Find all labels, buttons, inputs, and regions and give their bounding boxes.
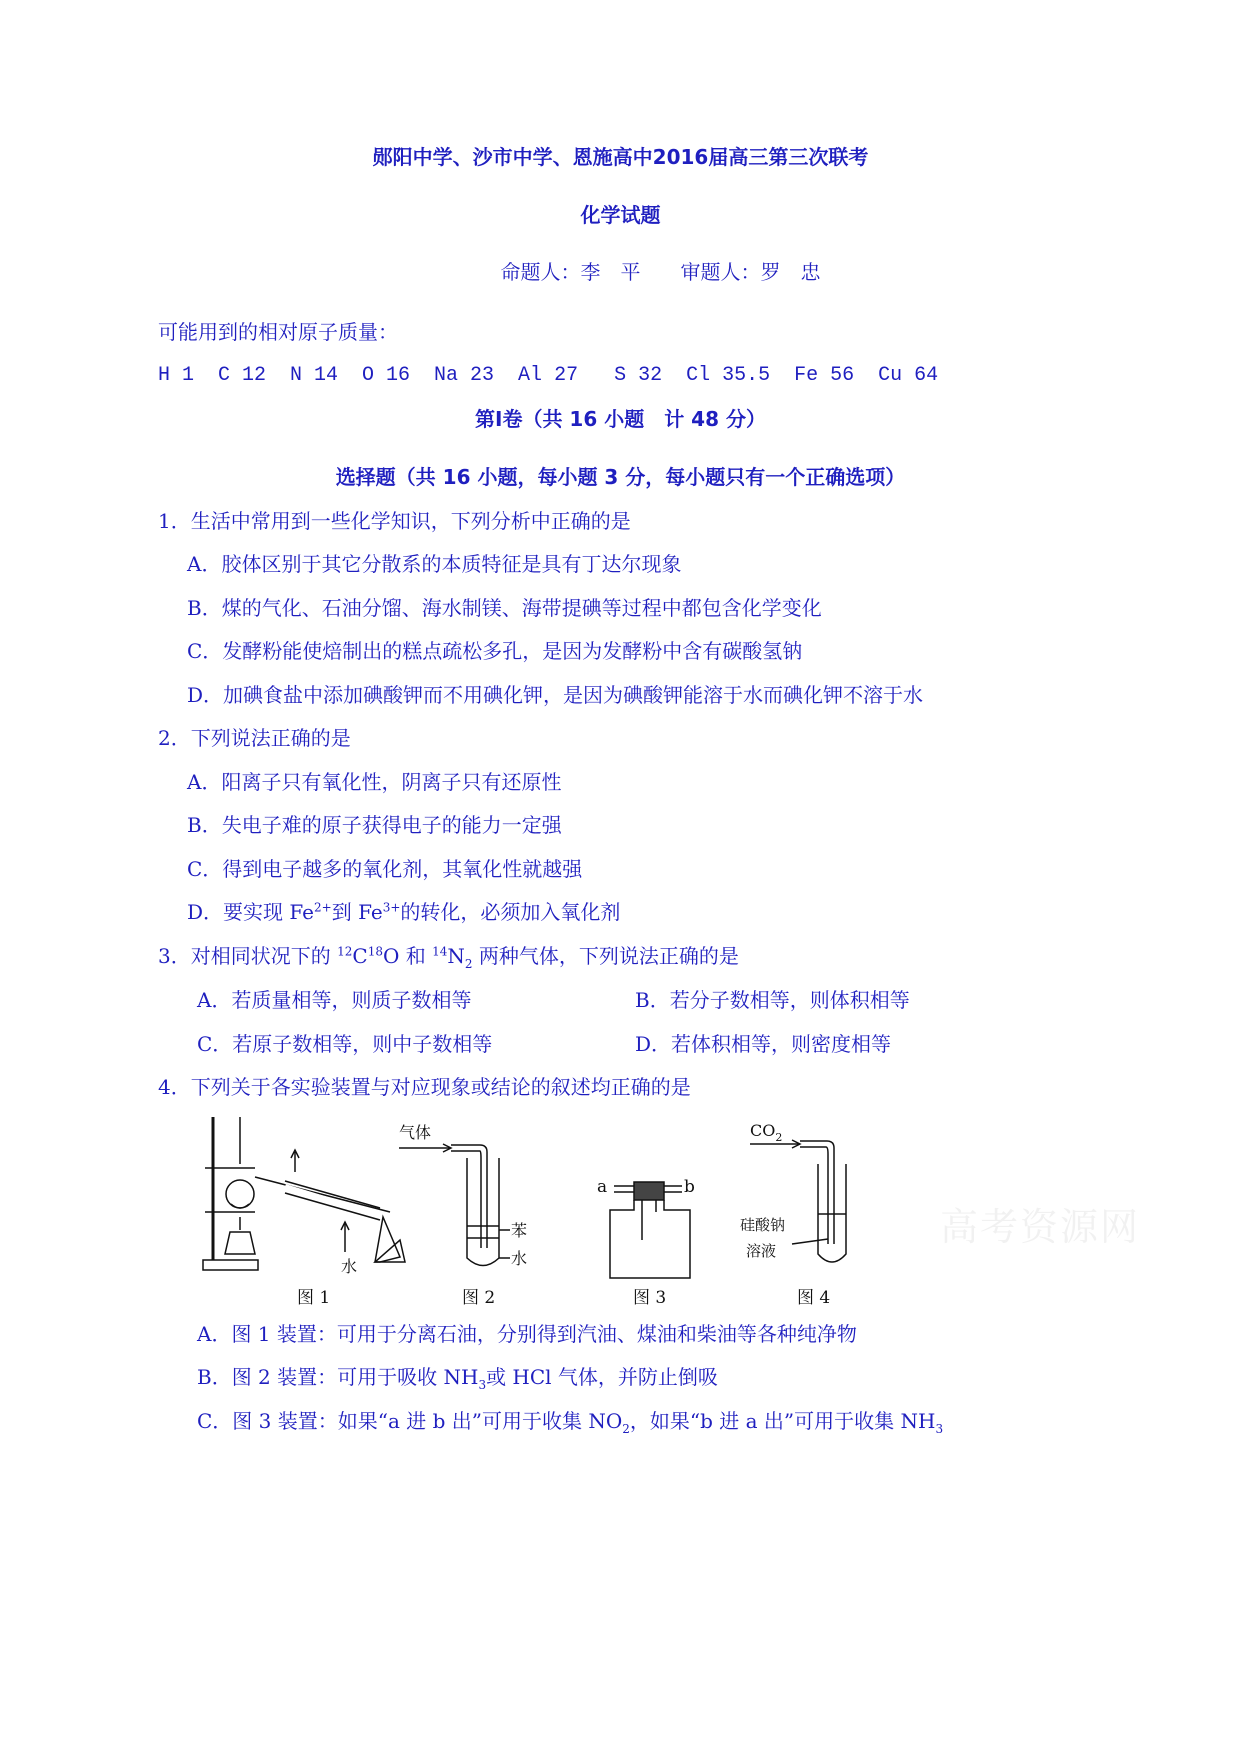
fig3-a-label: a	[597, 1177, 608, 1197]
q3-option-d: D．若体积相等，则密度相等	[635, 1032, 892, 1056]
q4-option-b: B．图 2 装置：可用于吸收 $NH_3$或 HCl 气体，并防止倒吸	[197, 1365, 718, 1392]
figure-2-absorption	[395, 1118, 545, 1278]
q1-option-c: C．发酵粉能使焙制出的糕点疏松多孔，是因为发酵粉中含有碳酸氢钠	[187, 639, 803, 663]
q1-stem: 1．生活中常用到一些化学知识，下列分析中正确的是	[158, 509, 631, 533]
atomic-mass-values: H 1 C 12 N 14 O 16 Na 23 Al 27 S 32 Cl 35.5 Fe 56 Cu 64	[158, 364, 939, 387]
fig2-water-label: 水	[511, 1249, 528, 1268]
q2-option-b: B．失电子难的原子获得电子的能力一定强	[187, 813, 562, 837]
q4-option-c: C．图 3 装置：如果“a 进 b 出”可用于收集 $NO_2$，如果“b 进 a 出”可用于收集 $NH_3$	[197, 1409, 944, 1436]
section-title: 第Ⅰ卷（共 16 小题 计 48 分）	[475, 407, 766, 431]
q3-stem: 3．对相同状况下的 $^{12}C^{18}O$ 和 $^{14}N_2$ 两种气体，下列说法正确的是	[158, 944, 739, 971]
subject-title: 化学试题	[580, 203, 661, 227]
fig4-co2-label: $CO_2$	[750, 1121, 783, 1144]
fig2-gas-label: 气体	[399, 1123, 432, 1142]
q2-option-d: D．要实现 $Fe^{2+}$到 $Fe^{3+}$的转化，必须加入氧化剂	[187, 900, 621, 924]
q2-stem: 2．下列说法正确的是	[158, 726, 351, 750]
q2-option-a: A．阳离子只有氧化性，阴离子只有还原性	[187, 770, 562, 794]
authors-line: 命题人：李 平 审题人：罗 忠	[500, 260, 821, 284]
watermark: 高考资源网	[940, 1205, 1141, 1249]
q1-option-a: A．胶体区别于其它分散系的本质特征是具有丁达尔现象	[187, 552, 682, 576]
atomic-mass-label: 可能用到的相对原子质量：	[158, 320, 398, 344]
fig1-water-label: 水	[341, 1257, 358, 1276]
q1-option-d: D．加碘食盐中添加碘酸钾而不用碘化钾，是因为碘酸钾能溶于水而碘化钾不溶于水	[187, 683, 924, 707]
fig4-solution-label-2: 溶液	[746, 1242, 777, 1260]
q4-option-a: A．图 1 装置：可用于分离石油，分别得到汽油、煤油和柴油等各种纯净物	[197, 1322, 857, 1346]
q1-option-b: B．煤的气化、石油分馏、海水制镁、海带提碘等过程中都包含化学变化	[187, 596, 822, 620]
fig1-caption: 图 1	[297, 1288, 331, 1308]
q3-option-b: B．若分子数相等，则体积相等	[635, 988, 910, 1012]
fig4-caption: 图 4	[797, 1288, 831, 1308]
q3-option-c: C．若原子数相等，则中子数相等	[197, 1032, 493, 1056]
fig2-benzene-label: 苯	[511, 1221, 528, 1240]
section-subtitle: 选择题（共 16 小题，每小题 3 分，每小题只有一个正确选项）	[335, 465, 906, 489]
figure-3-gas-bottle	[592, 1170, 712, 1280]
exam-title: 郧阳中学、沙市中学、恩施高中2016届高三第三次联考	[372, 145, 869, 169]
fig3-caption: 图 3	[633, 1288, 667, 1308]
fig2-caption: 图 2	[462, 1288, 496, 1308]
fig4-solution-label-1: 硅酸钠	[740, 1216, 786, 1234]
q3-option-a: A．若质量相等，则质子数相等	[197, 988, 472, 1012]
figure-4-silicate	[732, 1114, 872, 1284]
q2-option-c: C．得到电子越多的氧化剂，其氧化性就越强	[187, 857, 583, 881]
q4-stem: 4．下列关于各实验装置与对应现象或结论的叙述均正确的是	[158, 1075, 691, 1099]
fig3-b-label: b	[684, 1177, 695, 1197]
figure-1-distillation	[195, 1112, 425, 1282]
